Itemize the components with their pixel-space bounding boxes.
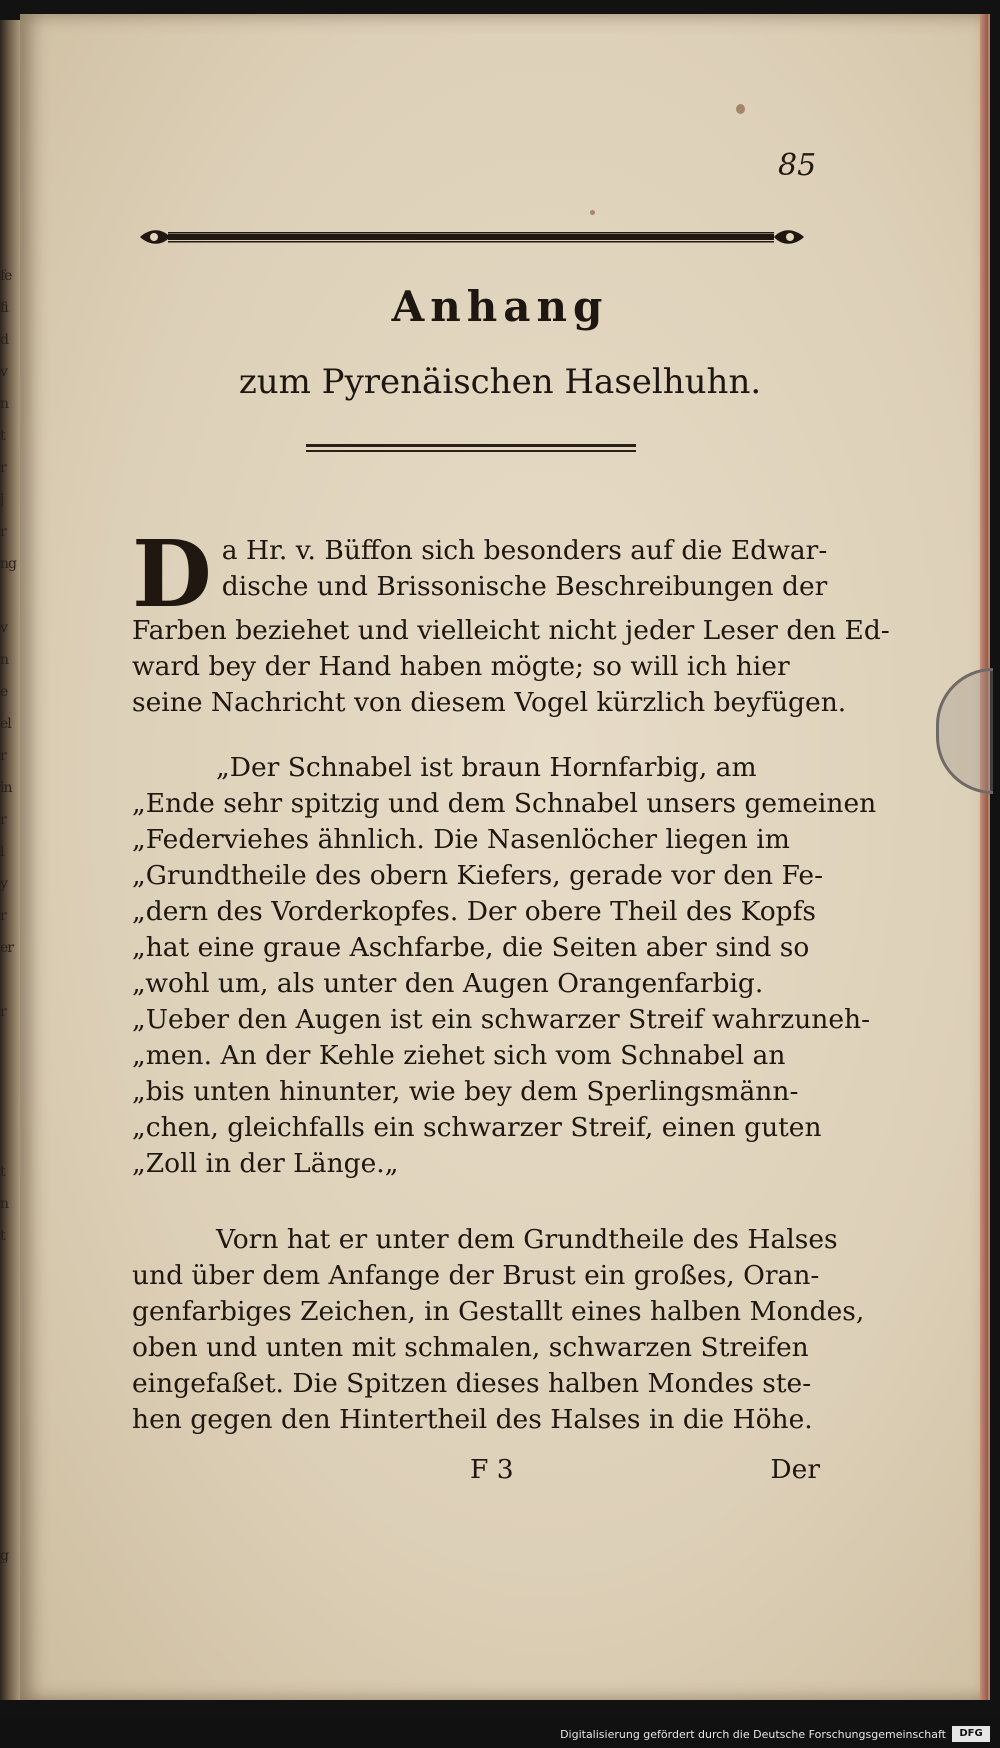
catchword: Der	[770, 1454, 820, 1485]
text-line: eingefaßet. Die Spitzen dieses halben Mondes ste-	[132, 1368, 812, 1399]
ornamental-rule	[132, 226, 812, 248]
drop-cap: D	[132, 520, 212, 628]
text-line: „Zoll in der Länge.„	[132, 1148, 399, 1179]
paragraph-1	[132, 520, 890, 721]
text-line: „dern des Vorderkopfes. Der obere Theil des Kopfs	[132, 896, 817, 927]
paragraph-3	[132, 1222, 865, 1438]
title-rule	[306, 444, 636, 452]
text-line: hen gegen den Hintertheil des Halses in die Höhe.	[132, 1404, 813, 1435]
dfg-logo: DFG	[952, 1726, 990, 1742]
page-number: 85	[778, 148, 817, 183]
left-page-edge	[0, 20, 22, 1700]
left-page-fragment: fe fi d v n t r j r ng v n e el r in r l y r er r t n t g	[0, 268, 16, 1564]
signature-mark: F 3	[470, 1454, 514, 1485]
text-line: „Der Schnabel ist braun Hornfarbig, am	[216, 752, 757, 783]
text-line: genfarbiges Zeichen, in Gestallt eines halben Mondes,	[132, 1296, 865, 1327]
page-stack-edge	[980, 14, 988, 1700]
ink-stain	[590, 210, 595, 215]
digitization-credit: Digitalisierung gefördert durch die Deutsche Forschungsgemeinschaft	[560, 1728, 946, 1741]
text-line: „hat eine graue Aschfarbe, die Seiten aber sind so	[132, 932, 810, 963]
text-line: oben und unten mit schmalen, schwarzen Streifen	[132, 1332, 809, 1363]
paragraph-2-quote	[132, 750, 877, 1182]
text-line: „Ueber den Augen ist ein schwarzer Streif wahrzuneh-	[132, 1004, 871, 1035]
text-line: seine Nachricht von diesem Vogel kürzlich beyfügen.	[132, 687, 847, 718]
section-title: Anhang	[391, 282, 609, 331]
text-line: „bis unten hinunter, wie bey dem Sperlingsmänn-	[132, 1076, 799, 1107]
text-line: „wohl um, als unter den Augen Orangenfarbig.	[132, 968, 764, 999]
text-line: a Hr. v. Büffon sich besonders auf die Edwar-	[221, 535, 828, 566]
text-line: „Federviehes ähnlich. Die Nasenlöcher liegen im	[132, 824, 790, 855]
text-line: „chen, gleichfalls ein schwarzer Streif, einen guten	[132, 1112, 822, 1143]
text-line: Farben beziehet und vielleicht nicht jeder Leser den Ed-	[132, 615, 890, 646]
text-line: Vorn hat er unter dem Grundtheile des Halses	[216, 1224, 838, 1255]
text-line: „men. An der Kehle ziehet sich vom Schnabel an	[132, 1040, 786, 1071]
section-subtitle: zum Pyrenäischen Haselhuhn.	[238, 362, 762, 402]
text-line: dische und Brissonische Beschreibungen der	[221, 571, 828, 602]
text-line: „Grundtheile des obern Kiefers, gerade vor den Fe-	[132, 860, 824, 891]
text-line: „Ende sehr spitzig und dem Schnabel unsers gemeinen	[132, 788, 877, 819]
text-line: ward bey der Hand haben mögte; so will ich hier	[132, 651, 790, 682]
text-line: und über dem Anfange der Brust ein großes, Oran-	[132, 1260, 820, 1291]
ink-stain	[736, 104, 745, 114]
